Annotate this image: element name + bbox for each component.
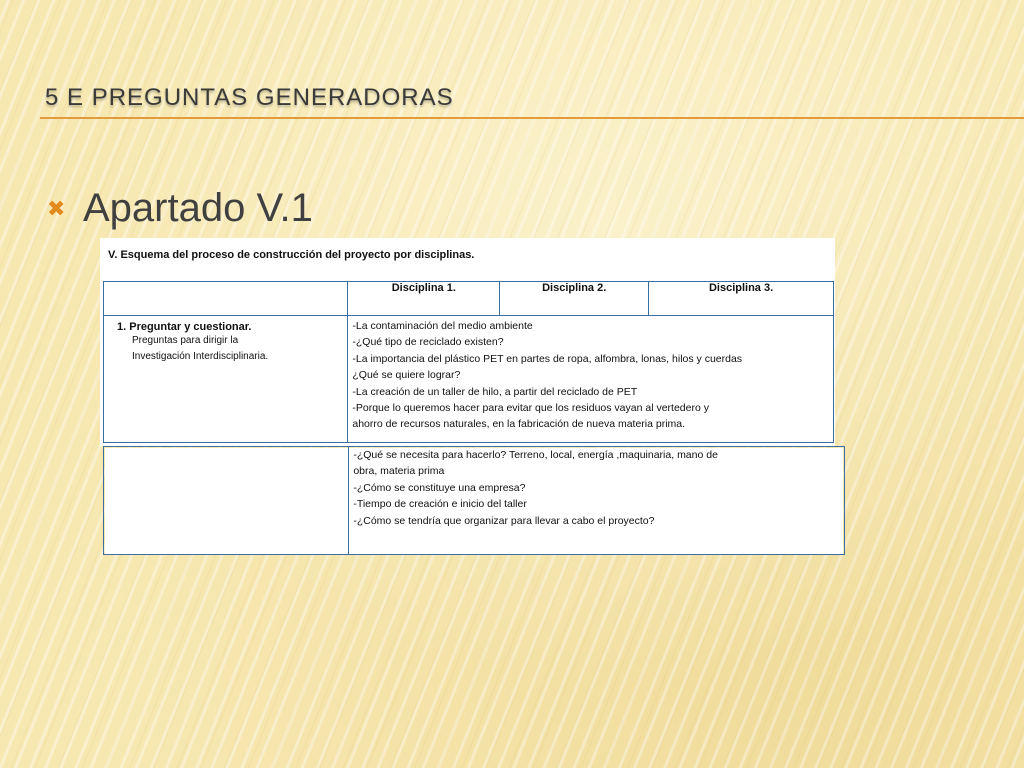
header-empty-cell bbox=[104, 282, 348, 316]
disciplines-table bbox=[103, 281, 834, 443]
row-subtitle-1: Preguntas para dirigir la bbox=[132, 335, 239, 346]
title-underline bbox=[40, 117, 1024, 119]
row-content-cell bbox=[348, 316, 834, 443]
header-disciplina-1: Disciplina 1. bbox=[348, 282, 500, 316]
row-title: 1. Preguntar y cuestionar. bbox=[117, 321, 252, 333]
table-header-row bbox=[104, 282, 834, 316]
continuation-table bbox=[103, 446, 845, 555]
content-line: -La importancia del plástico PET en partes de ropa, alfombra, lonas, hilos y cuerdas bbox=[352, 352, 743, 365]
content-line: -Tiempo de creación e inicio del taller bbox=[353, 498, 527, 511]
row-label-cell bbox=[104, 316, 348, 443]
content-line: ahorro de recursos naturales, en la fabricación de nueva materia prima. bbox=[352, 418, 686, 431]
row-subtitle-2: Investigación Interdisciplinaria. bbox=[132, 351, 269, 362]
row-content-cell bbox=[349, 447, 845, 555]
document-heading: V. Esquema del proceso de construcción del proyecto por disciplinas. bbox=[108, 249, 475, 261]
document-image-top bbox=[100, 238, 835, 446]
content-line: obra, materia prima bbox=[353, 465, 445, 478]
document-image-bottom bbox=[105, 448, 843, 554]
row-label-cell-empty bbox=[104, 447, 349, 555]
table-row bbox=[104, 316, 834, 443]
content-line: -¿Qué tipo de reciclado existen? bbox=[352, 336, 504, 349]
content-line: -¿Qué se necesita para hacerlo? Terreno, local, energía ,maquinaria, mano de bbox=[353, 449, 718, 461]
content-line: -¿Cómo se tendría que organizar para llevar a cabo el proyecto? bbox=[353, 514, 655, 527]
bullet-item bbox=[47, 186, 313, 231]
content-line: -¿Cómo se constituye una empresa? bbox=[353, 481, 526, 494]
header-disciplina-3: Disciplina 3. bbox=[649, 282, 834, 316]
content-line: -La creación de un taller de hilo, a partir del reciclado de PET bbox=[352, 385, 638, 398]
x-bullet-icon: ✖ bbox=[47, 195, 66, 221]
slide-title: 5 E PREGUNTAS GENERADORAS bbox=[45, 84, 454, 111]
content-line: -Porque lo queremos hacer para evitar que los residuos vayan al vertedero y bbox=[352, 402, 709, 415]
content-line: ¿Qué se quiere lograr? bbox=[352, 369, 461, 382]
table-row bbox=[104, 447, 845, 555]
bullet-text: Apartado V.1 bbox=[83, 186, 313, 230]
content-line: -La contaminación del medio ambiente bbox=[352, 320, 533, 332]
header-disciplina-2: Disciplina 2. bbox=[500, 282, 649, 316]
